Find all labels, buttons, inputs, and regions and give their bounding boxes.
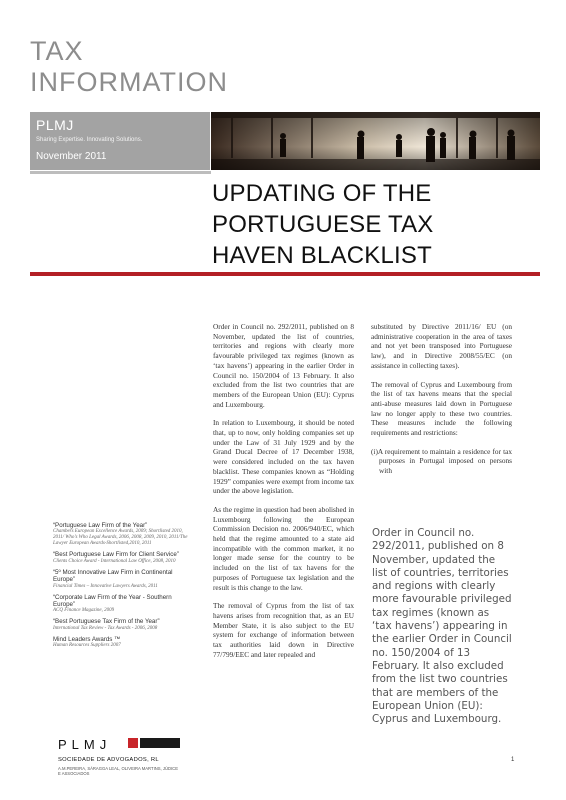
logo-blocks-icon (128, 738, 180, 748)
header-photo (211, 112, 540, 170)
logo-subtitle: SOCIEDADE DE ADVOGADOS, RL (58, 757, 159, 763)
award-source: Human Resources Suppliers 2007 (53, 643, 121, 649)
title-rule (30, 272, 540, 276)
paragraph: The removal of Cyprus and Luxembourg from the list of tax havens means that the special anti-abuse measures laid down in Portuguese law no longer apply to these two countries. These measures include the following requirements and restrictions: (371, 379, 512, 438)
article-title (212, 178, 542, 271)
award-source: Clients Choice Award - International Law Office, 2008, 2010 (53, 558, 176, 564)
award-item (53, 522, 193, 547)
award-item (53, 636, 193, 649)
firm-logo (58, 736, 180, 776)
award-title: “Portuguese Law Firm of the Year” (53, 522, 148, 529)
article-title-line-3: HAVEN BLACKLIST (212, 242, 432, 269)
award-title: “Best Portuguese Tax Firm of the Year” (53, 618, 160, 626)
paragraph: Order in Council no. 292/2011, published on 8 November, updated the list of countries, territories and regions with clearly more favourable privileged tax regimes (known as ‘tax havens’) appearing in the earlier Order in Council no. 150/2004 of 13 February. It also excluded from the list two countries that are members of the European Union (EU): Cyprus and Luxembourg. (213, 322, 354, 409)
award-source: Financial Times – Innovative Lawyers Awards, 2011 (53, 583, 158, 589)
award-title: Mind Leaders Awards ™ (53, 635, 121, 643)
award-title: “Corporate Law Firm of the Year - Southern Europe” (53, 593, 172, 609)
logo-partners: A.M.PEREIRA, SÁRAGGA LEAL, OLIVEIRA MARTINS, JÚDICE E ASSOCIADOS (58, 766, 178, 776)
awards-list (53, 522, 193, 653)
award-item (53, 594, 193, 615)
award-title: “Best Portuguese Law Firm for Client Service” (53, 551, 179, 559)
paragraph: The removal of Cyprus from the list of tax havens arises from recognition that, as an EU Member State, it is also subject to the EU system for exchange of information between tax authorities laid down in Directive 77/799/EEC and later repealed and (213, 601, 354, 659)
award-source: ACQ Finance Magazine, 2009 (53, 608, 115, 614)
firm-tagline: Sharing Expertise. Innovating Solutions. (36, 137, 143, 143)
award-item (53, 551, 193, 564)
title-line-2: INFORMATION (30, 67, 228, 97)
header-divider (30, 171, 211, 174)
article-column-1 (213, 322, 354, 669)
paragraph: substituted by Directive 2011/16/ EU (on administrative cooperation in the area of taxes and not yet been transposed into Portuguese law), and in Directive 2008/55/EC (on assistance in collecting taxes). (371, 322, 512, 370)
award-item (53, 569, 193, 590)
article-title-line-1: UPDATING OF THE (212, 180, 432, 207)
award-source: Chambers European Excellence Awards, 2009; Shortlisted 2010, 2011/ Who’s Who Legal Awards, 2006, 2008, 2009, 2010, 2011/The Lawyer European Awards-Shortlisted,2010, 2011 (53, 529, 188, 547)
logo-wordmark: PLMJ (58, 737, 112, 752)
pull-quote: Order in Council no. 292/2011, published on 8 November, updated the list of countries, territories and regions with clearly more favourable privileged tax regimes (known as ‘tax havens’) appearing in the earlier Order in Council no. 150/2004 of 13 February. It also excluded from the list two countries that are members of the European Union (EU): Cyprus and Luxembourg. (372, 527, 512, 726)
page-number: 1 (511, 757, 515, 763)
award-title: “5º Most Innovative Law Firm in Continental Europe” (53, 568, 173, 584)
award-item (53, 618, 193, 631)
document-title (30, 36, 290, 98)
title-line-1: TAX (30, 36, 84, 66)
paragraph: In relation to Luxembourg, it should be noted that, up to now, only holding companies set up under the Law of 31 July 1929 and by the Grand Ducal Decree of 17 December 1938, were considered included on the tax haven blacklist. These companies known as “Holding 1929” companies were exempt from income tax under the above legislation. (213, 418, 354, 496)
award-source: International Tax Review - Tax Awards - 2006, 2008 (53, 625, 158, 631)
issue-date: November 2011 (36, 151, 107, 162)
paragraph: As the regime in question had been abolished in Luxembourg following the European Commission Decision no. 2006/940/EC, which held that the regime amounted to a state aid incompatible with the common market, it no longer made sense for the country to be included on the list of tax havens for the purposes of Portuguese tax legislation and the result is this change to the law. (213, 504, 354, 592)
list-item: (i)A requirement to maintain a residence for tax purposes in Portugal imposed on persons with (371, 446, 512, 476)
article-column-2 (371, 322, 512, 485)
firm-name: PLMJ (36, 117, 74, 133)
article-title-line-2: PORTUGUESE TAX (212, 211, 434, 238)
